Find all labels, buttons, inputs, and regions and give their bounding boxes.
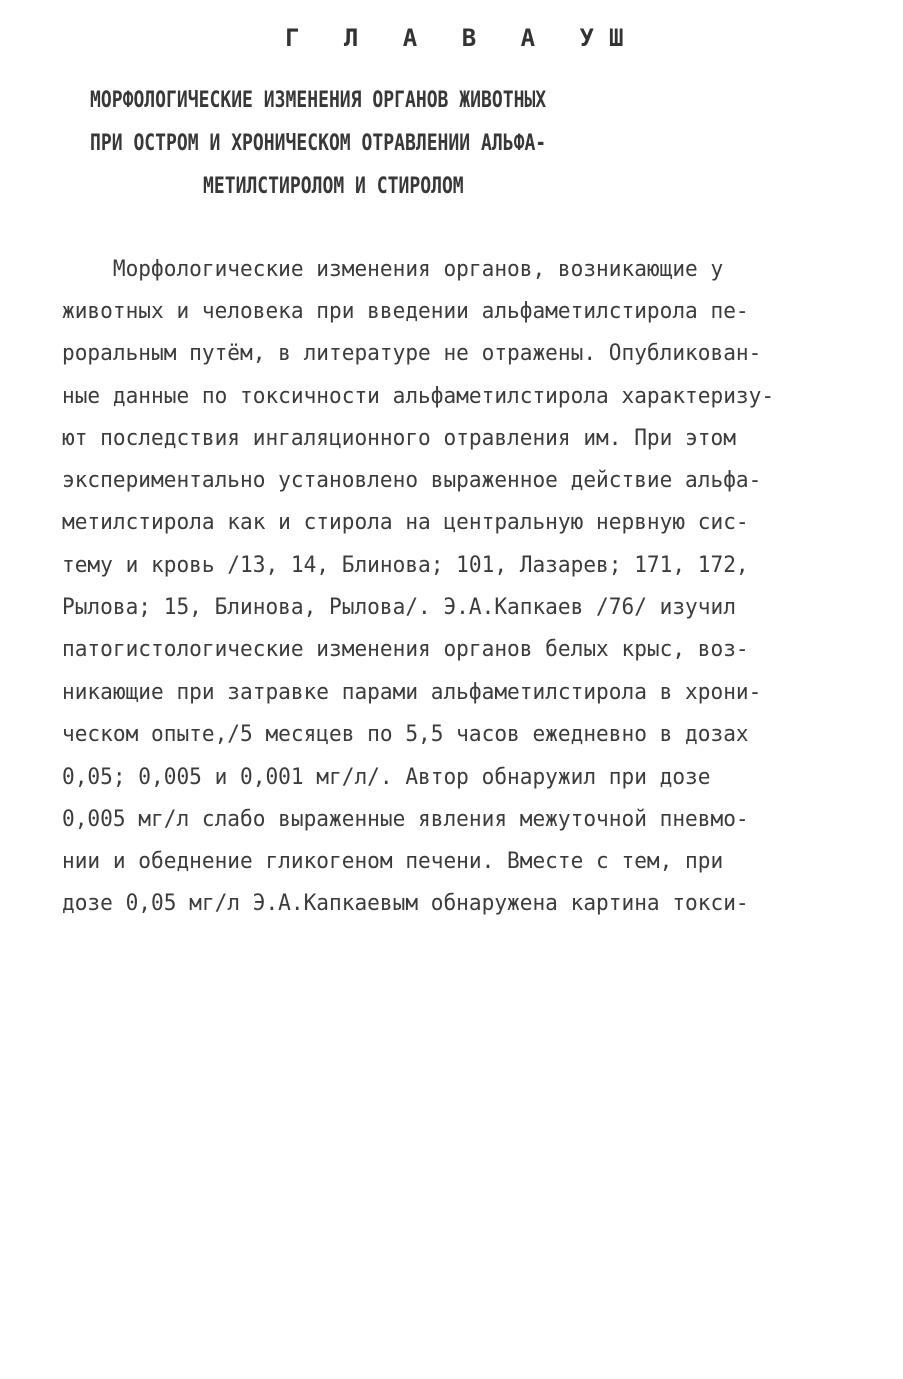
body-text-line: нии и обеднение гликогеном печени. Вместе с тем, при xyxy=(62,849,724,874)
body-text-line: Морфологические изменения органов, возникающие у xyxy=(62,257,724,282)
chapter-title-line-1: МОРФОЛОГИЧЕСКИЕ ИЗМЕНЕНИЯ ОРГАНОВ ЖИВОТНЫХ xyxy=(90,88,547,113)
body-text-line: животных и человека при введении альфаметилстирола пе- xyxy=(62,299,749,324)
chapter-title-line-2: ПРИ ОСТРОМ И ХРОНИЧЕСКОМ ОТРАВЛЕНИИ АЛЬФА- xyxy=(90,131,547,156)
body-text-line: дозе 0,05 мг/л Э.А.Капкаевым обнаружена картина токси- xyxy=(62,891,749,916)
body-text-line: патогистологические изменения органов белых крыс, воз- xyxy=(62,637,749,662)
body-text-line: метилстирола как и стирола на центральную нервную сис- xyxy=(62,510,749,535)
body-text-line: роральным путём, в литературе не отражены. Опубликован- xyxy=(62,341,762,366)
body-text-line: 0,05; 0,005 и 0,001 мг/л/. Автор обнаружил при дозе xyxy=(62,765,711,790)
body-text-line: никающие при затравке парами альфаметилстирола в хрони- xyxy=(62,680,762,705)
body-text-line: 0,005 мг/л слабо выраженные явления межуточной пневмо- xyxy=(62,807,749,832)
chapter-heading: Г Л А В А УШ xyxy=(285,24,639,52)
body-text-line: ют последствия ингаляционного отравления им. При этом xyxy=(62,426,736,451)
body-text-line: тему и кровь /13, 14, Блинова; 101, Лазарев; 171, 172, xyxy=(62,553,749,578)
body-text-line: Рылова; 15, Блинова, Рылова/. Э.А.Капкаев /76/ изучил xyxy=(62,595,736,620)
chapter-title-line-3: МЕТИЛСТИРОЛОМ И СТИРОЛОМ xyxy=(203,174,464,199)
body-text-line: ческом опыте,/5 месяцев по 5,5 часов ежедневно в дозах xyxy=(62,722,749,747)
body-text-line: экспериментально установлено выраженное действие альфа- xyxy=(62,468,762,493)
body-text-line: ные данные по токсичности альфаметилстирола характеризу- xyxy=(62,384,775,409)
